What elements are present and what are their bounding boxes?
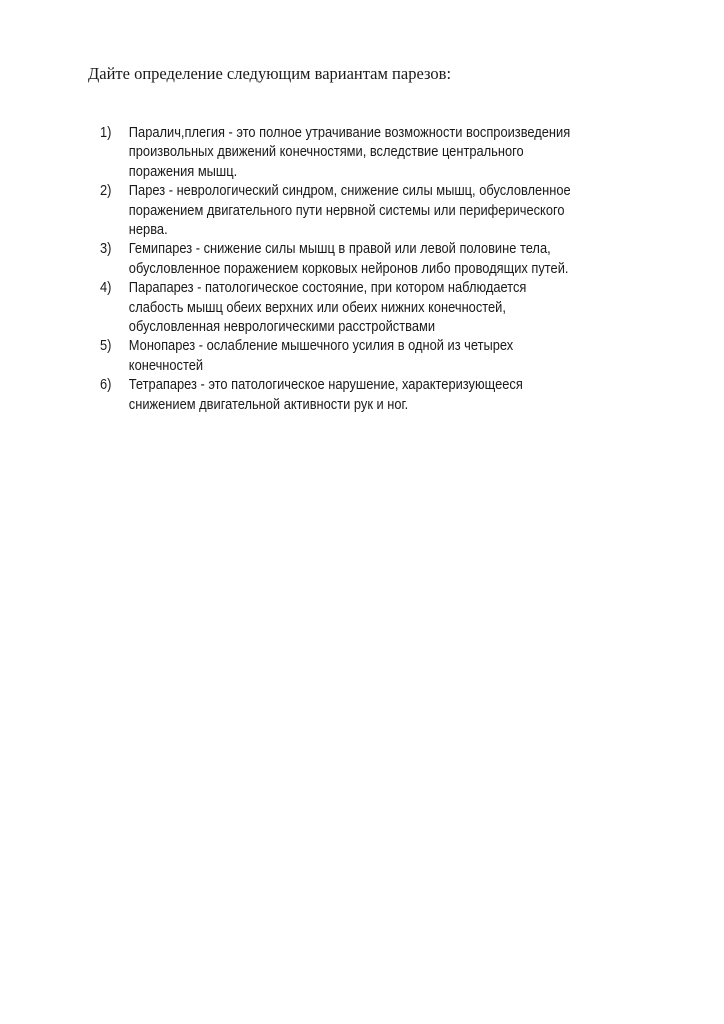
item-text-line: Парез - неврологический синдром, снижение силы мышц, обусловленное bbox=[128, 183, 571, 200]
item-text-line: слабость мышц обеих верхних или обеих нижних конечностей, bbox=[128, 299, 506, 316]
item-text-line: нерва. bbox=[128, 222, 168, 239]
list-item bbox=[100, 279, 568, 337]
item-text-line: обусловленная неврологическими расстройствами bbox=[128, 319, 436, 336]
item-number: 5) bbox=[100, 338, 112, 355]
list-item bbox=[100, 376, 568, 415]
item-text bbox=[129, 376, 568, 415]
list-item bbox=[100, 337, 568, 376]
item-text-line: Тетрапарез - это патологическое нарушение, характеризующееся bbox=[128, 377, 523, 394]
item-text bbox=[129, 182, 571, 240]
item-text-line: Гемипарез - снижение силы мышц в правой или левой половине тела, bbox=[128, 241, 551, 258]
definitions-list bbox=[100, 124, 571, 415]
item-text-line: поражением двигательного пути нервной системы или периферического bbox=[128, 202, 565, 219]
page-title: Дайте определение следующим вариантам парезов: bbox=[88, 64, 452, 83]
item-text bbox=[129, 124, 570, 182]
item-text-line: снижением двигательной активности рук и ног. bbox=[128, 396, 409, 413]
item-text-line: обусловленное поражением корковых нейронов либо проводящих путей. bbox=[128, 260, 569, 277]
item-number: 2) bbox=[100, 183, 112, 200]
item-number: 6) bbox=[100, 377, 112, 394]
item-text-line: конечностей bbox=[128, 357, 204, 374]
list-item bbox=[100, 182, 571, 240]
item-number: 4) bbox=[100, 280, 112, 297]
item-text bbox=[129, 240, 569, 279]
item-text-line: произвольных движений конечностями, вследствие центрального bbox=[128, 144, 524, 161]
item-text-line: поражения мышц. bbox=[128, 163, 238, 180]
item-text bbox=[129, 337, 568, 376]
item-number: 3) bbox=[100, 241, 112, 258]
list-item bbox=[100, 124, 571, 182]
item-text-line: Монопарез - ослабление мышечного усилия в одной из четырех bbox=[128, 338, 514, 355]
item-text bbox=[129, 279, 568, 337]
list-item bbox=[100, 240, 568, 279]
item-text-line: Парапарез - патологическое состояние, при котором наблюдается bbox=[128, 280, 527, 297]
item-number: 1) bbox=[100, 125, 112, 141]
item-text-line: Паралич,плегия - это полное утрачивание возможности воспроизведения bbox=[128, 125, 571, 141]
